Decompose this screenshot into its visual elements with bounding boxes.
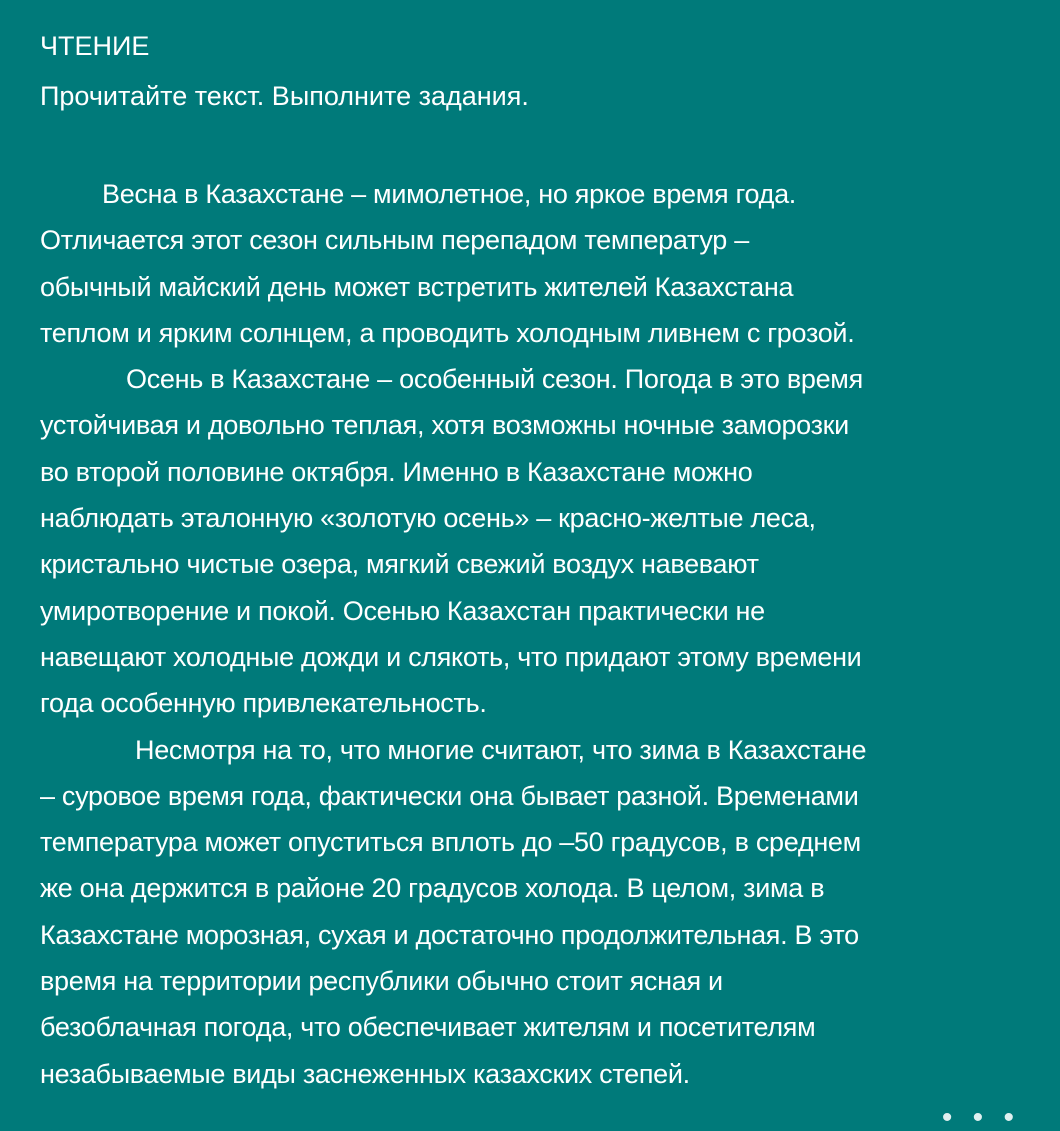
paragraph-autumn xyxy=(40,356,1045,726)
text-line: Несмотря на то, что многие считают, что зима в Казахстане xyxy=(135,734,867,765)
instruction-text: Прочитайте текст. Выполните задания. xyxy=(40,81,529,111)
text-line: года особенную привлекательность. xyxy=(40,688,487,719)
text-line: наблюдать эталонную «золотую осень» – красно-желтые леса, xyxy=(40,503,816,534)
text-line: Отличается этот сезон сильным перепадом температур – xyxy=(40,225,749,256)
text-line: Весна в Казахстане – мимолетное, но яркое время года. xyxy=(102,179,796,209)
text-line: время на территории республики обычно стоит ясная и xyxy=(40,966,723,997)
text-line: теплом и ярким солнцем, а проводить холодным ливнем с грозой. xyxy=(40,317,855,348)
text-line: – суровое время года, фактически она бывает разной. Временами xyxy=(40,780,859,811)
text-line: умиротворение и покой. Осенью Казахстан практически не xyxy=(40,595,765,626)
text-line: обычный майский день может встретить жителей Казахстана xyxy=(40,271,794,302)
text-line: незабываемые виды заснеженных казахских степей. xyxy=(40,1058,690,1089)
more-options-icon[interactable]: • • • xyxy=(941,1101,1020,1131)
text-line: же она держится в районе 20 градусов холода. В целом, зима в xyxy=(40,873,825,904)
spacer xyxy=(40,111,1045,171)
text-line: во второй половине октября. Именно в Казахстане можно xyxy=(40,456,753,487)
text-line: Казахстане морозная, сухая и достаточно продолжительная. В это xyxy=(40,919,859,950)
paragraph-spring xyxy=(40,171,1045,356)
text-line: безоблачная погода, что обеспечивает жителям и посетителям xyxy=(40,1012,816,1043)
section-title: ЧТЕНИЕ xyxy=(40,31,150,61)
reading-content xyxy=(40,31,1045,1097)
text-line: Осень в Казахстане – особенный сезон. Погода в это время xyxy=(126,364,863,395)
text-line: устойчивая и довольно теплая, хотя возможны ночные заморозки xyxy=(40,410,849,441)
text-line: температура может опуститься вплоть до –50 градусов, в среднем xyxy=(40,827,861,858)
paragraph-winter xyxy=(40,727,1045,1097)
text-line: навещают холодные дожди и слякоть, что придают этому времени xyxy=(40,641,862,672)
text-line: кристально чистые озера, мягкий свежий воздух навевают xyxy=(40,549,759,580)
